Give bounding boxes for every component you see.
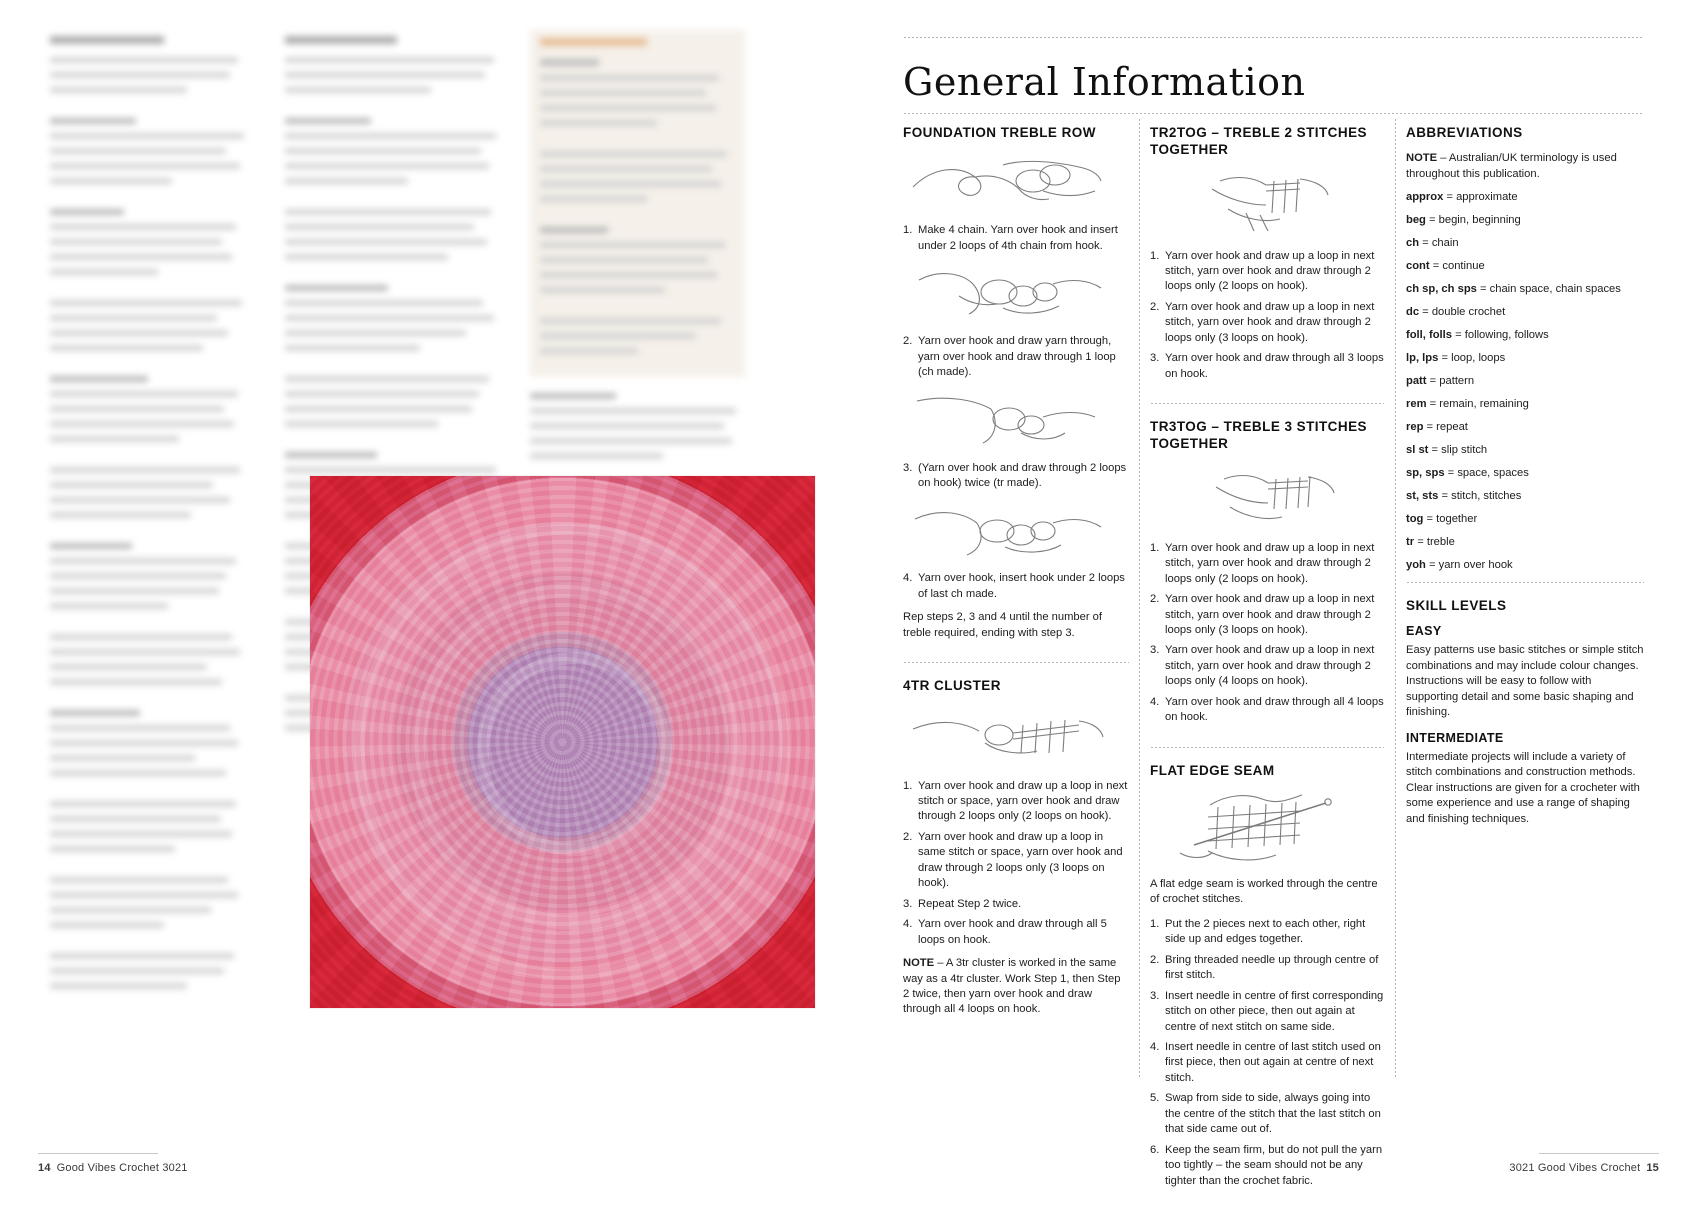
abbr-def: = chain: [1422, 237, 1459, 250]
abbr-def: = loop, loops: [1441, 352, 1506, 365]
top-dotted-rule: [903, 36, 1644, 38]
step-item: Yarn over hook and draw up a loop in next stitch or space, yarn over hook and draw through 2 loops only (2 loops on hook).: [918, 779, 1128, 823]
abbreviation-item: [1406, 213, 1644, 228]
blurred-text-column-1: [50, 36, 246, 998]
skill-level-intermediate: [1406, 731, 1644, 827]
tr2tog-diagram: [1150, 169, 1384, 239]
abbr-def: = yarn over hook: [1429, 559, 1513, 572]
abbr-term: tr: [1406, 536, 1415, 549]
skill-level-name: EASY: [1406, 624, 1442, 639]
column-abbreviations-and-skill-levels: [1406, 124, 1644, 837]
column-foundation-and-cluster: [903, 124, 1129, 1038]
step-item: Yarn over hook, insert hook under 2 loops of last ch made.: [918, 572, 1125, 600]
step-item: Yarn over hook and draw up a loop in next stitch, yarn over hook and draw through 2 loops only (3 loops on hook).: [1165, 593, 1375, 636]
step-item: Yarn over hook and draw up a loop in next stitch, yarn over hook and draw through 2 loops only (4 loops on hook).: [1165, 644, 1375, 688]
abbreviation-item: [1406, 236, 1644, 251]
abbr-term: ch sp, ch sps: [1406, 283, 1477, 296]
abbreviation-item: [1406, 259, 1644, 274]
note-label: NOTE: [903, 957, 935, 970]
right-folio-number: 15: [1646, 1162, 1659, 1174]
abbr-def: = begin, beginning: [1429, 214, 1521, 227]
skill-level-description: Intermediate projects will include a variety of stitch combinations and construction methods. Clear instructions are given for a crocheter with some experience and use a range of shaping and finishing techniques.: [1406, 750, 1640, 825]
abbreviation-item: [1406, 305, 1644, 320]
abbr-def: = stitch, stitches: [1441, 490, 1522, 503]
section-foundation-treble-row: [903, 124, 1129, 641]
abbr-def: = slip stitch: [1431, 444, 1488, 457]
abbr-term: sl st: [1406, 444, 1429, 457]
left-page: [0, 0, 850, 1200]
flat-edge-seam-diagram: [1150, 789, 1384, 867]
abbr-term: beg: [1406, 214, 1426, 227]
step-item: Insert needle in centre of last stitch used on first piece, then out again at centre of next stitch.: [1165, 1041, 1381, 1084]
abbr-def: = space, spaces: [1447, 467, 1529, 480]
step-item: Repeat Step 2 twice.: [918, 897, 1022, 910]
abbr-def: = remain, remaining: [1429, 398, 1529, 411]
left-folio-rule: [38, 1153, 158, 1154]
abbr-def: = following, follows: [1455, 329, 1549, 342]
left-page-folio: [38, 1162, 188, 1174]
abbr-term: approx: [1406, 191, 1444, 204]
foundation-treble-steps-2: [903, 334, 1129, 380]
abbr-term: lp, lps: [1406, 352, 1439, 365]
abbr-def: = repeat: [1426, 421, 1468, 434]
under-title-dotted-rule: [903, 112, 1644, 114]
section-heading: TR3TOG – TREBLE 3 STITCHES TOGETHER: [1150, 419, 1367, 452]
abbreviation-item: [1406, 535, 1644, 550]
abbreviation-item: [1406, 420, 1644, 435]
step-item: (Yarn over hook and draw through 2 loops on hook) twice (tr made).: [918, 461, 1127, 489]
step-item: Make 4 chain. Yarn over hook and insert under 2 loops of 4th chain from hook.: [918, 224, 1118, 252]
foundation-treble-steps-4: [903, 571, 1129, 602]
abbr-def: = together: [1426, 513, 1478, 526]
section-divider-col2-b: [1150, 746, 1384, 748]
abbreviations-heading: ABBREVIATIONS: [1406, 125, 1523, 140]
abbreviation-item: [1406, 351, 1644, 366]
section-heading: 4TR CLUSTER: [903, 678, 1001, 694]
flat-edge-seam-steps: [1150, 917, 1384, 1189]
abbr-term: st, sts: [1406, 490, 1439, 503]
section-4tr-cluster: [903, 677, 1129, 1018]
abbr-term: cont: [1406, 260, 1430, 273]
step-item: Yarn over hook and draw up a loop in next stitch, yarn over hook and draw through 2 loops only (3 loops on hook).: [1165, 300, 1375, 344]
abbreviation-item: [1406, 190, 1644, 205]
right-page-folio: [1509, 1162, 1659, 1174]
crochet-mandala-photo: [310, 476, 815, 1008]
skill-level-easy: [1406, 624, 1644, 720]
foundation-treble-step2-diagram: [903, 262, 1129, 324]
section-heading: TR2TOG – TREBLE 2 STITCHES TOGETHER: [1150, 125, 1367, 158]
abbreviation-item: [1406, 512, 1644, 527]
section-tr3tog: [1150, 418, 1384, 726]
abbr-term: yoh: [1406, 559, 1426, 572]
abbreviation-item: [1406, 443, 1644, 458]
abbr-term: patt: [1406, 375, 1427, 388]
step-item: Swap from side to side, always going into the centre of the stitch that the last stitch on that side came out of.: [1165, 1092, 1381, 1136]
abbr-def: = chain space, chain spaces: [1480, 283, 1621, 296]
section-flat-edge-seam: [1150, 762, 1384, 1189]
note-text: – Australian/UK terminology is used throughout this publication.: [1406, 152, 1617, 180]
section-divider-col1: [903, 661, 1129, 663]
note-text: – A 3tr cluster is worked in the same way as a 4tr cluster. Work Step 1, then Step 2 twice, then yarn over hook and draw through all 4 loops on hook.: [903, 957, 1121, 1016]
foundation-treble-step4-diagram: [903, 499, 1129, 561]
section-tr2tog: [1150, 124, 1384, 382]
section-heading: FOUNDATION TREBLE ROW: [903, 125, 1096, 140]
column-divider-1: [1138, 118, 1140, 1078]
step-item: Yarn over hook and draw yarn through, yarn over hook and draw through 1 loop (ch made).: [918, 335, 1116, 379]
section-divider-col2-a: [1150, 402, 1384, 404]
skill-level-name: INTERMEDIATE: [1406, 730, 1504, 745]
foundation-treble-steps: [903, 223, 1129, 254]
abbreviation-item: [1406, 466, 1644, 481]
abbr-term: tog: [1406, 513, 1424, 526]
step-item: Yarn over hook and draw through all 4 loops on hook.: [1165, 695, 1384, 724]
abbr-term: rem: [1406, 398, 1427, 411]
step-item: Keep the seam firm, but do not pull the yarn too tightly – the seam should not be any tighter than the crochet fabric.: [1165, 1143, 1383, 1187]
right-folio-rule: [1539, 1153, 1659, 1154]
foundation-treble-step3-diagram: [903, 389, 1129, 451]
abbr-term: sp, sps: [1406, 467, 1445, 480]
abbreviation-item: [1406, 374, 1644, 389]
note-label: NOTE: [1406, 152, 1438, 165]
step-item: Yarn over hook and draw up a loop in next stitch, yarn over hook and draw through 2 loops only (2 loops on hook).: [1165, 249, 1375, 293]
tr3tog-diagram: [1150, 463, 1384, 531]
left-folio-number: 14: [38, 1162, 51, 1174]
four-tr-cluster-steps: [903, 779, 1129, 949]
column-divider-2: [1394, 118, 1396, 1078]
abbreviation-item: [1406, 558, 1644, 573]
abbr-def: = double crochet: [1422, 306, 1506, 319]
abbr-def: = pattern: [1429, 375, 1475, 388]
abbr-term: dc: [1406, 306, 1420, 319]
skill-levels-heading: SKILL LEVELS: [1406, 598, 1507, 614]
abbr-def: = treble: [1417, 536, 1455, 549]
abbreviation-item: [1406, 282, 1644, 297]
tr2tog-steps: [1150, 249, 1384, 383]
step-item: Put the 2 pieces next to each other, right side up and edges together.: [1165, 917, 1366, 946]
right-page: [850, 0, 1697, 1200]
abbreviation-item: [1406, 328, 1644, 343]
skill-level-description: Easy patterns use basic stitches or simple stitch combinations and may include colour changes. Instructions will be easy to follow with supporting detail and some basic shaping and finishing.: [1406, 644, 1644, 719]
right-folio-text: 3021 Good Vibes Crochet: [1509, 1162, 1641, 1174]
page-title: General Information: [903, 60, 1306, 105]
flat-edge-seam-intro: A flat edge seam is worked through the centre of crochet stitches.: [1150, 877, 1378, 906]
abbreviation-item: [1406, 489, 1644, 504]
step-item: Yarn over hook and draw up a loop in same stitch or space, yarn over hook and draw through 2 loops only (3 loops on hook).: [918, 830, 1123, 890]
section-heading: FLAT EDGE SEAM: [1150, 762, 1275, 778]
tr3tog-steps: [1150, 541, 1384, 726]
abbreviation-item: [1406, 397, 1644, 412]
foundation-treble-steps-3: [903, 461, 1129, 492]
section-divider-col3: [1406, 581, 1644, 583]
abbreviations-note: [1406, 151, 1644, 182]
abbr-term: foll, folls: [1406, 329, 1452, 342]
abbr-term: rep: [1406, 421, 1424, 434]
abbr-term: ch: [1406, 237, 1420, 250]
step-item: Bring threaded needle up through centre of first stitch.: [1165, 953, 1379, 982]
step-item: Insert needle in centre of first corresponding stitch on other piece, then out again at centre of next stitch on same side.: [1165, 989, 1384, 1033]
column-tr2tog-tr3tog-seam: [1150, 124, 1384, 1209]
foundation-treble-step1-diagram: [903, 151, 1129, 213]
step-item: Yarn over hook and draw through all 5 loops on hook.: [918, 918, 1107, 946]
four-tr-cluster-diagram: [903, 705, 1129, 769]
step-item: Yarn over hook and draw up a loop in next stitch, yarn over hook and draw through 2 loops only (2 loops on hook).: [1165, 541, 1375, 585]
step-item: Yarn over hook and draw through all 3 loops on hook.: [1165, 352, 1384, 380]
four-tr-cluster-note: [903, 956, 1129, 1018]
abbreviation-list: [1406, 190, 1644, 573]
left-folio-text: Good Vibes Crochet 3021: [56, 1162, 188, 1174]
foundation-treble-closing: Rep steps 2, 3 and 4 until the number of treble required, ending with step 3.: [903, 611, 1103, 639]
abbr-def: = continue: [1432, 260, 1485, 273]
abbr-def: = approximate: [1446, 191, 1518, 204]
